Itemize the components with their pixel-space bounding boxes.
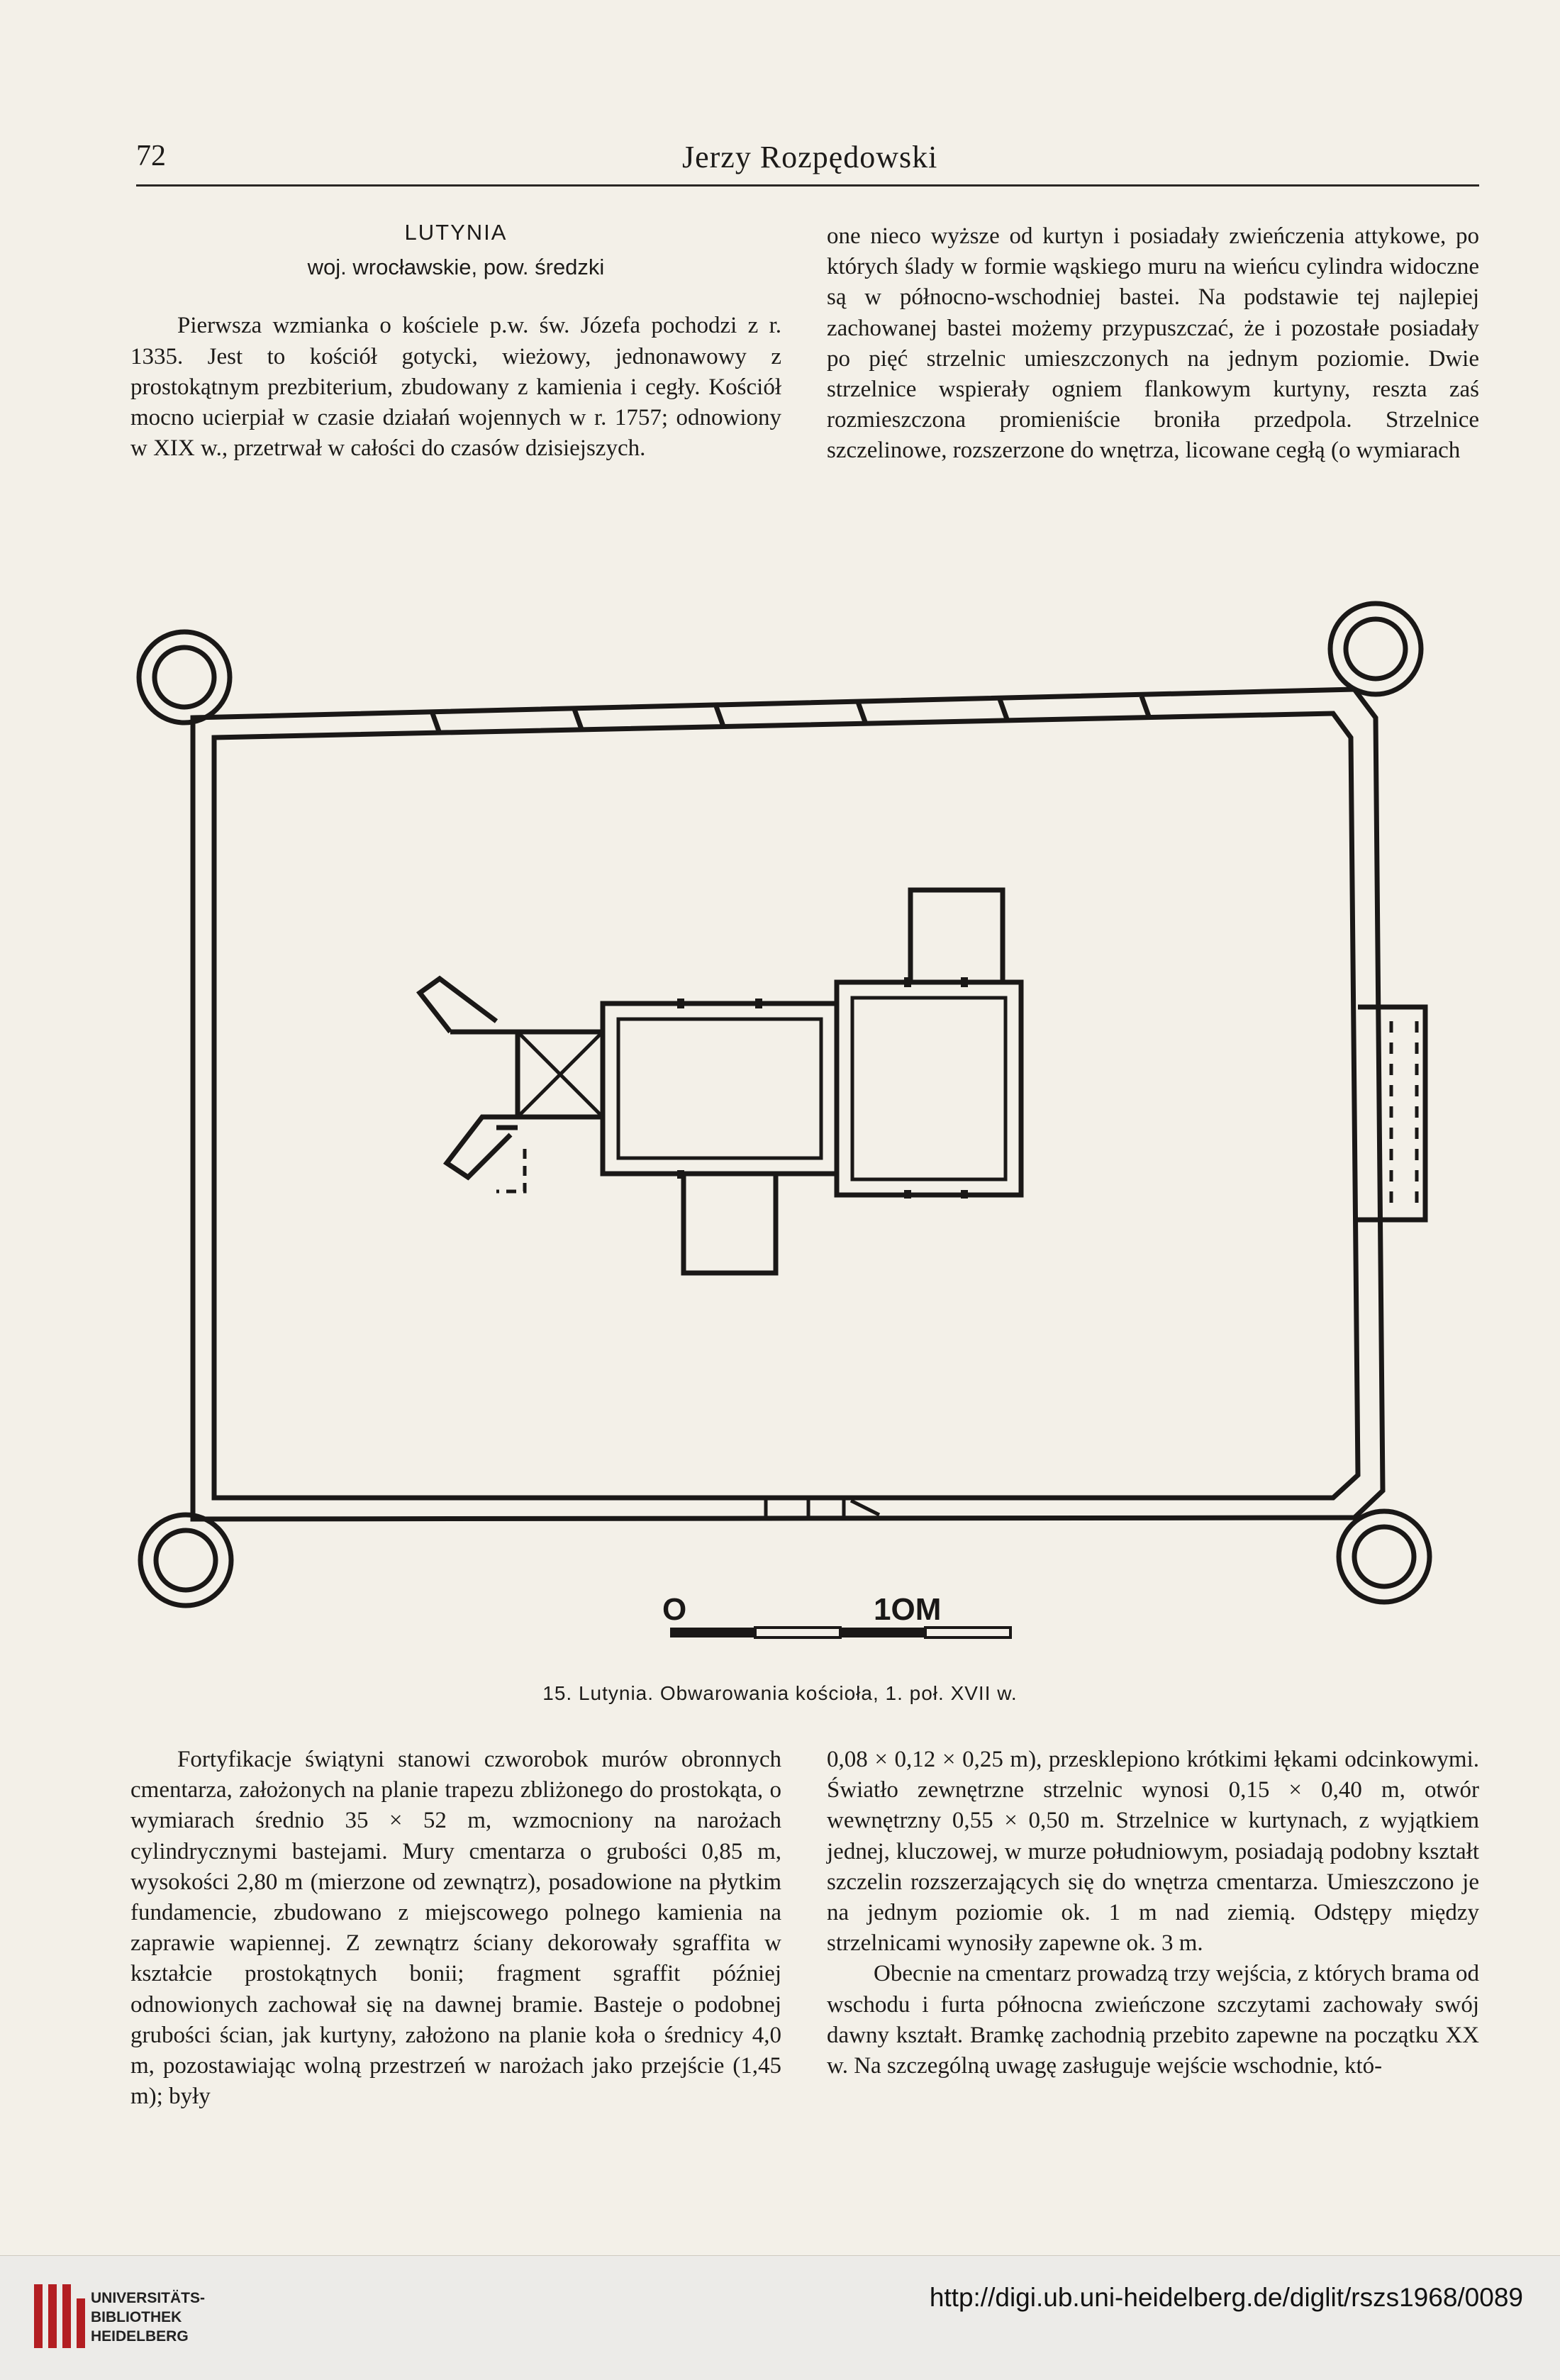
left-bottom-paragraph: Fortyfikacje świątyni stanowi czworobok murów obronnych cmentarza, założonych na planie trapezu zbliżonego do prostokąta, o wymiarach średnio 35 × 52 m, wzmocniony na narożach cylindrycznymi bastejami. Mury cmentarza o grubości 0,85 m, wysokości 2,80 m (mierzone od zewnątrz), posadowione na płytkim fundamencie, zbudowano z miejscowego polnego kamienia na zaprawie wapiennej. Z zewnątrz ściany dekorowały sgraffita w kształcie prostokątnych bonii; fragment sgraffit później odnowionych zachował się na dawnej bramie. Basteje o podobnej grubości ścian, jak kurtyny, założono na planie koła o średnicy 4,0 m, pozostawiając wolną przestrzeń w narożach jako przejście (1,45 m); były [130,1747,781,2110]
church-nave [603,1003,837,1174]
article-subtitle: woj. wrocławskie, pow. średzki [307,255,605,280]
library-name-line1: UNIVERSITÄTS- [91,2290,206,2306]
church-presbytery [837,982,1021,1195]
article-title: LUTYNIA [404,220,508,245]
fortification-plan [128,567,1475,1659]
figure-caption: 15. Lutynia. Obwarowania kościoła, 1. poł. XVII w. [542,1682,1018,1704]
running-header [136,139,1479,187]
page-number: 72 [136,140,166,172]
left-column-top [130,217,781,464]
library-footer [0,2255,1560,2380]
outer-wall [193,689,1383,1519]
library-name-line3: HEIDELBERG [91,2328,189,2345]
inner-wall [214,713,1358,1498]
scale-bar [662,1592,1010,1637]
left-column-bottom [130,1745,781,2112]
right-column-top [827,221,1479,467]
right-bottom-paragraph-2: Obecnie na cmentarz prowadzą trzy wejścia, z których brama od wschodu i furta północna zwieńczone szczytami zachowały swój dawny kształt. Bramkę zachodnią przebito zapewne na początku XX w. Na szczególną uwagę zasługuje wejście wschodnie, któ- [827,1961,1479,2079]
scale-zero-label: O [662,1592,687,1627]
right-top-paragraph: one nieco wyższe od kurtyn i posiadały zwieńczenia attykowe, po których ślady w formie wąskiego muru na wieńcu cylindra widoczne są w północno-wschodniej bastei. Na podstawie tej najlepiej zachowanej bastei możemy przypuszczać, że i pozostałe posiadały po pięć strzelnic umieszczonych na jednym poziomie. Dwie strzelnice wspierały ogniem flankowym kurtyny, reszta zaś rozmieszczona promieniście broniła przedpola. Strzelnice szczelinowe, rozszerzone do wnętrza, licowane cegłą (o wymiarach [827,223,1479,464]
right-bottom-paragraph-1: 0,08 × 0,12 × 0,25 m), przesklepiono krótkimi łękami odcinkowymi. Światło zewnętrzne strzelnic wynosi 0,15 × 0,40 m, otwór wewnętrzny 0,55 × 0,50 m. Strzelnice w kurtynach, z wyjątkiem jednej, kluczowej, w murze południowym, posiadają podobny kształt szczelin rozszerzających się do wnętrza cmentarza. Umieszczono je na jednym poziomie ok. 1 m nad ziemią. Odstępy między strzelnicami wynosiły zapewne ok. 3 m. [827,1747,1479,1957]
university-seal-icon [27,2277,91,2355]
library-name-line2: BIBLIOTHEK [91,2309,182,2325]
running-title: Jerzy Rozpędowski [682,140,938,174]
scale-end-label: 1OM [874,1592,942,1627]
library-name [91,2289,205,2346]
church-porch [684,1174,776,1273]
right-column-bottom [827,1745,1479,2081]
source-url[interactable]: http://digi.ub.uni-heidelberg.de/diglit/rszs1968/0089 [929,2283,1523,2312]
church-sacristy [910,890,1003,982]
intro-paragraph: Pierwsza wzmianka o kościele p.w. św. Józefa pochodzi z r. 1335. Jest to kościół gotycki, wieżowy, jednonawowy z prostokątnym prezbiterium, zbudowany z kamienia i cegły. Kościół mocno ucierpiał w czasie działań wojennych w r. 1757; odnowiony w XIX w., przetrwał w całości do czasów dzisiejszych. [130,313,781,462]
